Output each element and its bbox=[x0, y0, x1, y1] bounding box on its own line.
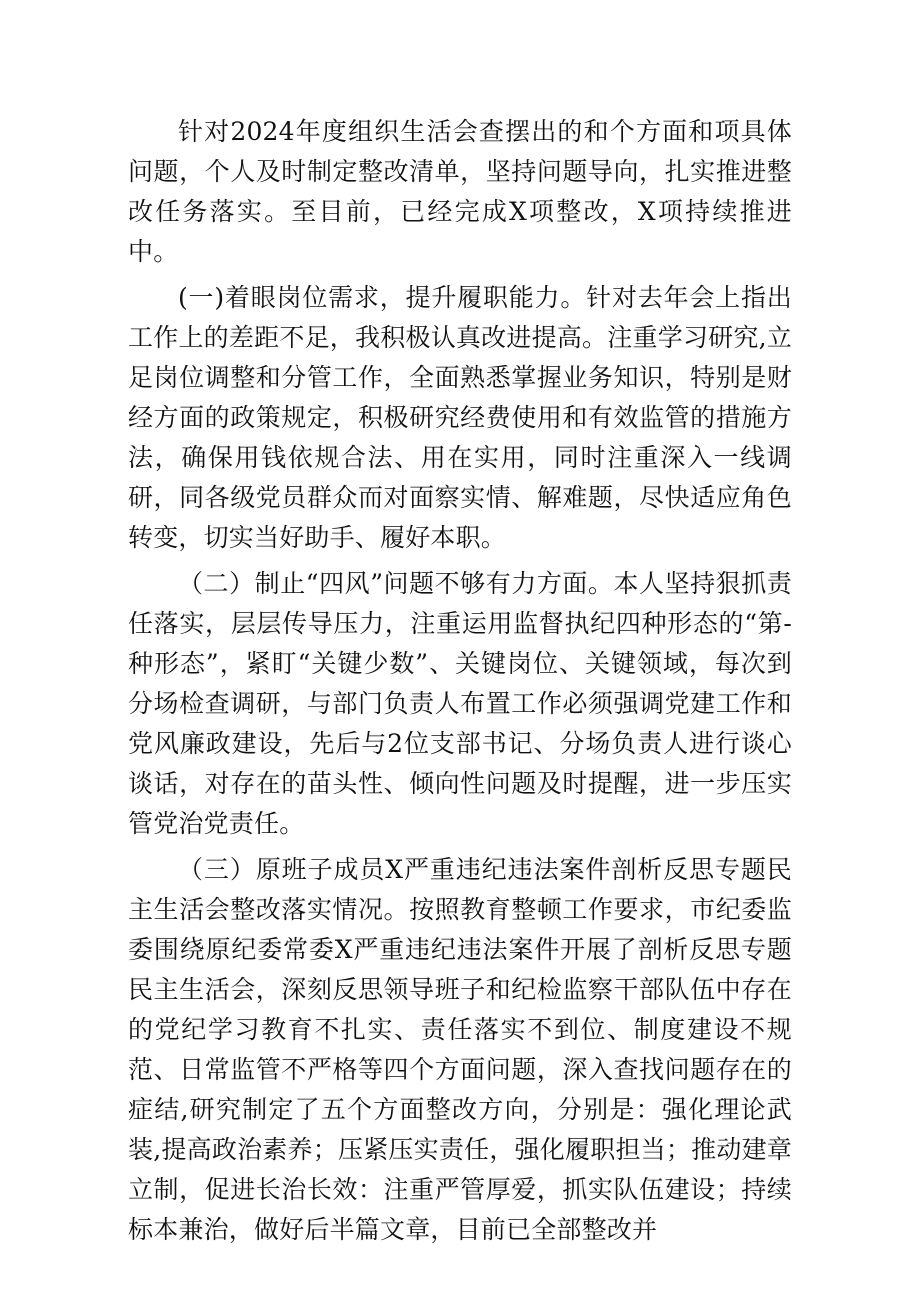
paragraph-section-1: (一)着眼岗位需求，提升履职能力。针对去年会上指出工作上的差距不足，我积极认真改进提高。注重学习研究,立足岗位调整和分管工作，全面熟悉掌握业务知识，特别是财经方面的政策规定，积极研究经费使用和有效监管的措施方法，确保用钱依规合法、用在实用，同时注重深入一线调研，同各级党员群众而对面察实情、解难题，尽快适应角色转变，切实当好助手、履好本职。 bbox=[128, 283, 792, 552]
paragraph-intro: 针对2024年度组织生活会查摆出的和个方面和项具体问题，个人及时制定整改清单，坚持问题导向，扎实推进整改任务落实。至目前，已经完成X项整改，X项持续推进中。 bbox=[128, 117, 792, 266]
document-body bbox=[128, 112, 792, 1250]
paragraph-section-2: （二）制止“四风”问题不够有力方面。本人坚持狠抓责任落实，层层传导压力，注重运用监督执纪四种形态的“第-种形态”，紧盯“关键少数”、关键岗位、关键领域，每次到分场检查调研，与部门负责人布置工作必须强调党建工作和党风廉政建设，先后与2位支部书记、分场负责人进行谈心谈话，对存在的苗头性、倾向性问题及时提醒，进一步压实管党治党责任。 bbox=[128, 569, 792, 838]
paragraph-section-3: （三）原班子成员X严重违纪违法案件剖析反思专题民主生活会整改落实情况。按照教育整顿工作要求，市纪委监委围绕原纪委常委X严重违纪违法案件开展了剖析反思专题民主生活会，深刻反思领导班子和纪检监察干部队伍中存在的党纪学习教育不扎实、责任落实不到位、制度建设不规范、日常监管不严格等四个方面问题，深入查找问题存在的症结,研究制定了五个方面整改方向，分别是：强化理论武装,提高政治素养；压紧压实责任，强化履职担当；推动建章立制，促进长治长效：注重严管厚爱，抓实队伍建设；持续标本兼治，做好后半篇文章，目前已全部整改并 bbox=[128, 855, 792, 1244]
